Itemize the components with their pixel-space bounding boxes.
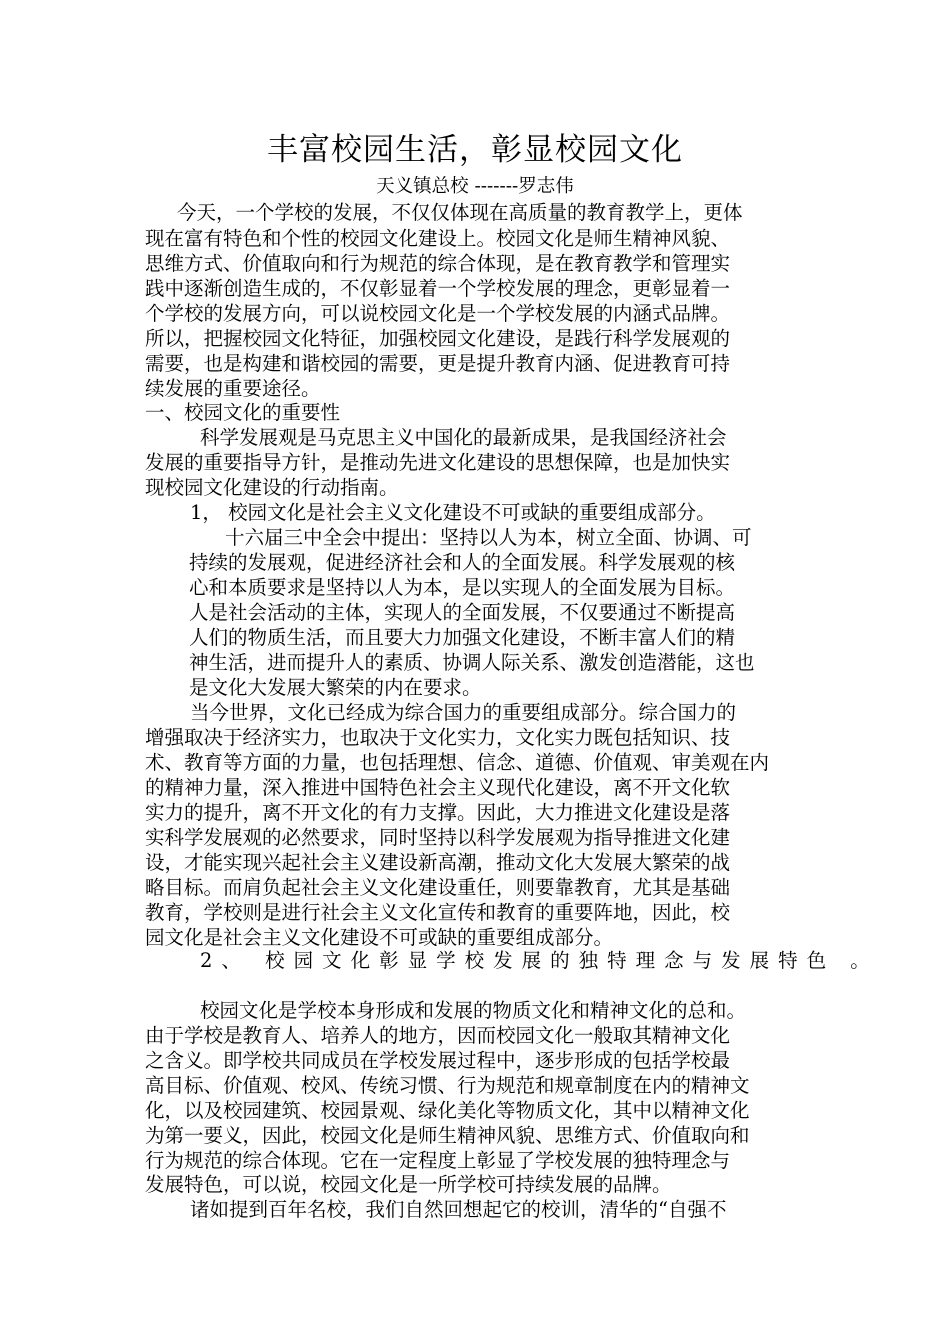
text-line: 高目标、价值观、校风、传统习惯、行为规范和规章制度在内的精神文	[145, 1074, 750, 1097]
text-line: 略目标。而肩负起社会主义文化建设重任，则要靠教育，尤其是基础	[145, 876, 731, 899]
text-line: 续发展的重要途径。	[145, 377, 321, 400]
text-line: 之含义。即学校共同成员在学校发展过程中，逐步形成的包括学校最	[145, 1049, 731, 1072]
subsection-heading: 2、 校园文化彰显学校发展的独特理念与发展特色 。	[200, 949, 879, 972]
text-line: 实力的提升，离不开文化的有力支撑。因此，大力推进文化建设是落	[145, 801, 731, 824]
document-title: 丰富校园生活，彰显校园文化	[267, 132, 683, 168]
text-line: 发展特色，可以说，校园文化是一所学校可持续发展的品牌。	[145, 1173, 672, 1196]
text-line: 为第一要义，因此，校园文化是师生精神风貌、思维方式、价值取向和	[145, 1124, 750, 1147]
text-line: 诸如提到百年名校，我们自然回想起它的校训，清华的“自强不	[190, 1198, 727, 1221]
text-line: 个学校的发展方向，可以说校园文化是一个学校发展的内涵式品牌。	[145, 302, 731, 325]
text-line: 现在富有特色和个性的校园文化建设上。校园文化是师生精神风貌、	[145, 227, 731, 250]
text-line: 需要，也是构建和谐校园的需要，更是提升教育内涵、促进教育可持	[145, 352, 731, 375]
text-line: 校园文化是学校本身形成和发展的物质文化和精神文化的总和。	[200, 999, 747, 1022]
text-line: 十六届三中全会中提出：坚持以人为本，树立全面、协调、可	[225, 526, 752, 549]
text-line: 实科学发展观的必然要求，同时坚持以科学发展观为指导推进文化建	[145, 826, 731, 849]
text-line: 思维方式、价值取向和行为规范的综合体现，是在教育教学和管理实	[145, 252, 731, 275]
text-line: 人是社会活动的主体，实现人的全面发展，不仅要通过不断提高	[189, 601, 736, 624]
section-heading: 一、校园文化的重要性	[145, 401, 341, 424]
subsection-heading: 1， 校园文化是社会主义文化建设不可或缺的重要组成部分。	[190, 501, 716, 524]
text-line: 教育，学校则是进行社会主义文化宣传和教育的重要阵地，因此，校	[145, 901, 731, 924]
text-line: 的精神力量，深入推进中国特色社会主义现代化建设，离不开文化软	[145, 776, 731, 799]
text-line: 由于学校是教育人、培养人的地方，因而校园文化一般取其精神文化	[145, 1024, 731, 1047]
document-byline: 天义镇总校 -------罗志伟	[376, 176, 574, 197]
text-line: 所以，把握校园文化特征，加强校园文化建设，是践行科学发展观的	[145, 327, 731, 350]
text-line: 人们的物质生活，而且要大力加强文化建设，不断丰富人们的精	[189, 626, 736, 649]
text-line: 术、教育等方面的力量，也包括理想、信念、道德、价值观、审美观在内	[145, 751, 770, 774]
text-line: 现校园文化建设的行动指南。	[145, 476, 399, 499]
text-line: 化，以及校园建筑、校园景观、绿化美化等物质文化，其中以精神文化	[145, 1099, 750, 1122]
text-line: 园文化是社会主义文化建设不可或缺的重要组成部分。	[145, 926, 614, 949]
text-line: 行为规范的综合体现。它在一定程度上彰显了学校发展的独特理念与	[145, 1149, 731, 1172]
text-line: 今天，一个学校的发展，不仅仅体现在高质量的教育教学上，更体	[177, 201, 743, 224]
text-line: 当今世界，文化已经成为综合国力的重要组成部分。综合国力的	[190, 701, 737, 724]
text-line: 科学发展观是马克思主义中国化的最新成果，是我国经济社会	[200, 426, 727, 449]
text-line: 心和本质要求是坚持以人为本，是以实现人的全面发展为目标。	[189, 576, 736, 599]
text-line: 是文化大发展大繁荣的内在要求。	[189, 676, 482, 699]
text-line: 持续的发展观，促进经济社会和人的全面发展。科学发展观的核	[189, 551, 736, 574]
text-line: 设，才能实现兴起社会主义建设新高潮，推动文化大发展大繁荣的战	[145, 851, 731, 874]
text-line: 神生活，进而提升人的素质、协调人际关系、激发创造潜能，这也	[189, 651, 755, 674]
text-line: 发展的重要指导方针，是推动先进文化建设的思想保障，也是加快实	[145, 451, 731, 474]
text-line: 践中逐渐创造生成的，不仅彰显着一个学校发展的理念，更彰显着一	[145, 277, 731, 300]
text-line: 增强取决于经济实力，也取决于文化实力，文化实力既包括知识、技	[145, 726, 731, 749]
